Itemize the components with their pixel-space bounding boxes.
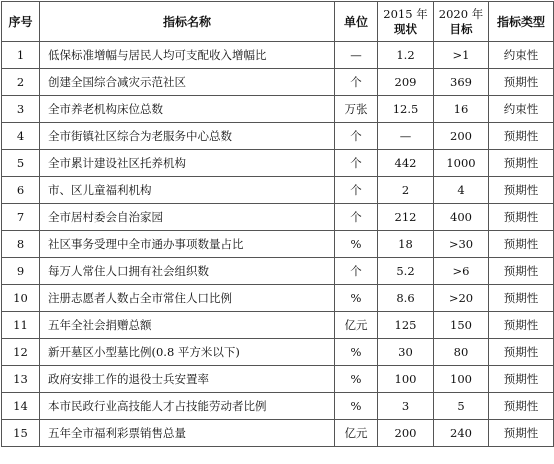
cell-target-value: >6 (434, 258, 489, 285)
cell-unit: 个 (335, 204, 378, 231)
table-row (2, 69, 554, 96)
cell-indicator-type: 预期性 (489, 366, 554, 393)
table-row (2, 123, 554, 150)
cell-indicator-name: 五年全社会捐赠总额 (40, 312, 335, 339)
cell-unit: 亿元 (335, 312, 378, 339)
cell-current-value: 125 (378, 312, 434, 339)
cell-target-value: 1000 (434, 150, 489, 177)
cell-unit: 个 (335, 69, 378, 96)
cell-seq: 3 (2, 96, 40, 123)
cell-unit: 万张 (335, 96, 378, 123)
cell-current-value: 442 (378, 150, 434, 177)
cell-indicator-type: 预期性 (489, 285, 554, 312)
table-row (2, 285, 554, 312)
cell-target-value: 100 (434, 366, 489, 393)
cell-seq: 15 (2, 420, 40, 447)
cell-seq: 9 (2, 258, 40, 285)
cell-seq: 11 (2, 312, 40, 339)
cell-indicator-type: 预期性 (489, 312, 554, 339)
cell-target-value: 200 (434, 123, 489, 150)
cell-target-value: >30 (434, 231, 489, 258)
table-row (2, 204, 554, 231)
cell-indicator-name: 新开墓区小型墓比例(0.8 平方米以下) (40, 339, 335, 366)
cell-target-value: 369 (434, 69, 489, 96)
cell-indicator-name: 全市街镇社区综合为老服务中心总数 (40, 123, 335, 150)
cell-unit: % (335, 285, 378, 312)
cell-current-value: 1.2 (378, 42, 434, 69)
cell-current-value: 209 (378, 69, 434, 96)
header-target-year: 2020 年 (438, 6, 484, 21)
table-row (2, 177, 554, 204)
table-row (2, 258, 554, 285)
cell-seq: 8 (2, 231, 40, 258)
header-unit: 单位 (335, 2, 378, 42)
header-type: 指标类型 (489, 2, 554, 42)
cell-current-value: 100 (378, 366, 434, 393)
cell-indicator-type: 预期性 (489, 150, 554, 177)
cell-seq: 12 (2, 339, 40, 366)
indicator-table-container (1, 1, 553, 463)
cell-target-value: >1 (434, 42, 489, 69)
cell-indicator-type: 预期性 (489, 231, 554, 258)
cell-target-value: 4 (434, 177, 489, 204)
cell-current-value: 30 (378, 339, 434, 366)
header-target-label: 目标 (449, 21, 473, 36)
cell-indicator-name: 全市累计建设社区托养机构 (40, 150, 335, 177)
cell-current-value: 12.5 (378, 96, 434, 123)
table-row (2, 42, 554, 69)
cell-indicator-type: 预期性 (489, 339, 554, 366)
cell-indicator-name: 每万人常住人口拥有社会组织数 (40, 258, 335, 285)
cell-target-value: 240 (434, 420, 489, 447)
cell-unit: 个 (335, 258, 378, 285)
cell-indicator-name: 社区事务受理中全市通办事项数量占比 (40, 231, 335, 258)
cell-seq: 6 (2, 177, 40, 204)
header-seq: 序号 (2, 2, 40, 42)
table-row (2, 366, 554, 393)
cell-target-value: 16 (434, 96, 489, 123)
table-body (2, 42, 554, 447)
cell-indicator-type: 预期性 (489, 204, 554, 231)
header-current (378, 2, 434, 42)
cell-current-value: 8.6 (378, 285, 434, 312)
cell-indicator-type: 预期性 (489, 69, 554, 96)
cell-indicator-name: 本市民政行业高技能人才占技能劳动者比例 (40, 393, 335, 420)
cell-unit: 个 (335, 177, 378, 204)
cell-indicator-type: 约束性 (489, 42, 554, 69)
cell-current-value: 5.2 (378, 258, 434, 285)
header-target (434, 2, 489, 42)
table-header-row (2, 2, 554, 42)
indicator-table (1, 1, 554, 447)
cell-indicator-name: 五年全市福利彩票销售总量 (40, 420, 335, 447)
cell-indicator-type: 预期性 (489, 123, 554, 150)
cell-indicator-name: 注册志愿者人数占全市常住人口比例 (40, 285, 335, 312)
header-current-label: 现状 (394, 21, 417, 36)
cell-seq: 14 (2, 393, 40, 420)
cell-indicator-type: 预期性 (489, 258, 554, 285)
table-row (2, 312, 554, 339)
cell-seq: 2 (2, 69, 40, 96)
cell-target-value: 400 (434, 204, 489, 231)
cell-indicator-type: 预期性 (489, 420, 554, 447)
cell-unit: % (335, 339, 378, 366)
cell-indicator-name: 低保标准增幅与居民人均可支配收入增幅比 (40, 42, 335, 69)
cell-seq: 4 (2, 123, 40, 150)
cell-seq: 7 (2, 204, 40, 231)
cell-current-value: 3 (378, 393, 434, 420)
cell-current-value: 212 (378, 204, 434, 231)
cell-seq: 5 (2, 150, 40, 177)
table-row (2, 393, 554, 420)
cell-indicator-name: 市、区儿童福利机构 (40, 177, 335, 204)
cell-unit: 亿元 (335, 420, 378, 447)
cell-seq: 13 (2, 366, 40, 393)
cell-target-value: 80 (434, 339, 489, 366)
cell-indicator-type: 约束性 (489, 96, 554, 123)
cell-unit: % (335, 366, 378, 393)
cell-unit: 个 (335, 150, 378, 177)
cell-target-value: 5 (434, 393, 489, 420)
cell-target-value: >20 (434, 285, 489, 312)
cell-indicator-name: 政府安排工作的退役士兵安置率 (40, 366, 335, 393)
header-name: 指标名称 (40, 2, 335, 42)
cell-indicator-type: 预期性 (489, 393, 554, 420)
table-row (2, 339, 554, 366)
cell-target-value: 150 (434, 312, 489, 339)
cell-current-value: 18 (378, 231, 434, 258)
cell-indicator-type: 预期性 (489, 177, 554, 204)
cell-unit: % (335, 231, 378, 258)
cell-unit: 个 (335, 123, 378, 150)
cell-indicator-name: 创建全国综合减灾示范社区 (40, 69, 335, 96)
table-row (2, 96, 554, 123)
table-row (2, 420, 554, 447)
cell-indicator-name: 全市居村委会自治家园 (40, 204, 335, 231)
table-row (2, 231, 554, 258)
cell-indicator-name: 全市养老机构床位总数 (40, 96, 335, 123)
cell-unit: — (335, 42, 378, 69)
table-row (2, 150, 554, 177)
cell-seq: 10 (2, 285, 40, 312)
cell-current-value: 200 (378, 420, 434, 447)
cell-seq: 1 (2, 42, 40, 69)
cell-current-value: 2 (378, 177, 434, 204)
cell-current-value: — (378, 123, 434, 150)
cell-unit: % (335, 393, 378, 420)
header-current-year: 2015 年 (383, 6, 428, 21)
